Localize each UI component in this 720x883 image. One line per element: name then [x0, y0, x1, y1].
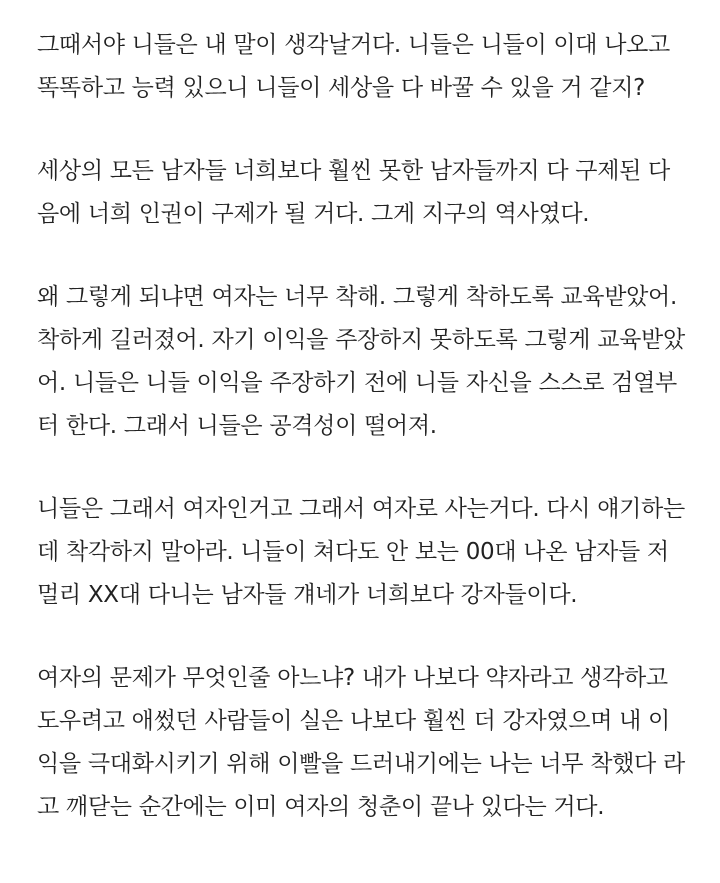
text-line: 도우려고 애썼던 사람들이 실은 나보다 훨씬 더 강자였으며 내 이: [37, 708, 670, 734]
text-line: 터 한다. 그래서 니들은 공격성이 떨어져.: [37, 413, 437, 439]
paragraph-2: [37, 150, 696, 236]
paragraph-4: [37, 488, 696, 617]
text-line: 세상의 모든 남자들 너희보다 훨씬 못한 남자들까지 다 구제된 다: [37, 158, 670, 184]
text-line: 똑똑하고 능력 있으니 니들이 세상을 다 바꿀 수 있을 거 같지?: [37, 75, 646, 101]
text-line: 어. 니들은 니들 이익을 주장하기 전에 니들 자신을 스스로 검열부: [37, 370, 677, 396]
text-line: 니들은 그래서 여자인거고 그래서 여자로 사는거다. 다시 얘기하는: [37, 496, 685, 522]
paragraph-1: [37, 24, 696, 110]
text-line: 음에 너희 인권이 구제가 될 거다. 그게 지구의 역사였다.: [37, 201, 590, 227]
text-line: 고 깨닫는 순간에는 이미 여자의 청춘이 끝나 있다는 거다.: [37, 794, 605, 820]
paragraph-3: [37, 276, 696, 448]
text-line: 멀리 XX대 다니는 남자들 걔네가 너희보다 강자들이다.: [37, 582, 578, 608]
paragraph-5: [37, 657, 696, 829]
text-line: 그때서야 니들은 내 말이 생각날거다. 니들은 니들이 이대 나오고: [37, 32, 670, 58]
text-line: 데 착각하지 말아라. 니들이 쳐다도 안 보는 00대 나온 남자들 저: [37, 539, 669, 565]
text-line: 익을 극대화시키기 위해 이빨을 드러내기에는 나는 너무 착했다 라: [37, 751, 685, 777]
text-line: 여자의 문제가 무엇인줄 아느냐? 내가 나보다 약자라고 생각하고: [37, 665, 668, 691]
text-line: 왜 그렇게 되냐면 여자는 너무 착해. 그렇게 착하도록 교육받았어.: [37, 284, 677, 310]
text-line: 착하게 길러졌어. 자기 이익을 주장하지 못하도록 그렇게 교육받았: [37, 327, 685, 353]
